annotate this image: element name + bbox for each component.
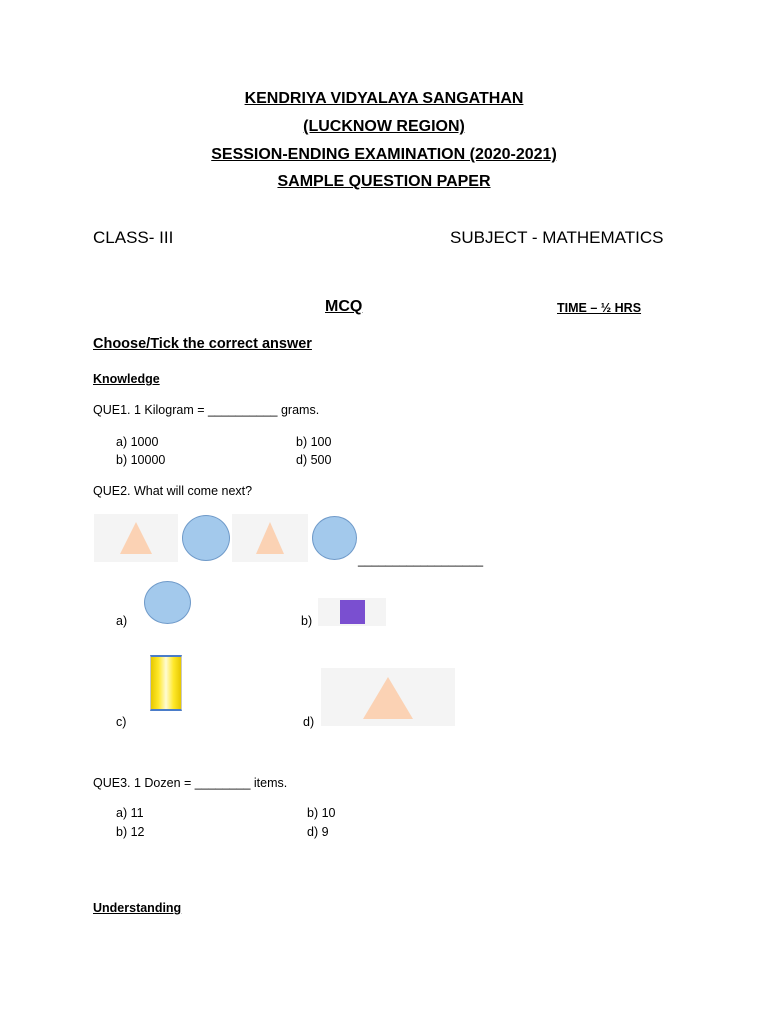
q1-option-a: a) 1000 [116, 435, 159, 449]
section-knowledge: Knowledge [93, 372, 160, 386]
option-d-triangle [321, 668, 455, 726]
class-label: CLASS- III [93, 228, 174, 247]
question-1: QUE1. 1 Kilogram = __________ grams. [93, 403, 320, 417]
question-2: QUE2. What will come next? [93, 484, 253, 498]
q2-option-b-label: b) [301, 614, 313, 628]
section-understanding: Understanding [93, 901, 182, 915]
title-line-1: KENDRIYA VIDYALAYA SANGATHAN [244, 90, 524, 107]
option-a-circle [144, 581, 191, 624]
q3-option-a: a) 11 [116, 806, 144, 820]
title-line-2: (LUCKNOW REGION) [303, 118, 465, 135]
pattern-triangle-1 [94, 514, 178, 562]
time-label: TIME – ½ HRS [557, 301, 642, 315]
pattern-circle-1 [182, 515, 230, 561]
q2-option-a-label: a) [116, 614, 128, 628]
q1-option-d: d) 500 [296, 453, 332, 467]
option-b-square [318, 598, 386, 626]
q2-option-c-label: c) [116, 715, 127, 729]
title-line-3: SESSION-ENDING EXAMINATION (2020-2021) [211, 146, 557, 163]
triangle-shape [120, 522, 152, 554]
pattern-triangle-2 [232, 514, 308, 562]
pattern-circle-2 [312, 516, 357, 560]
question-3: QUE3. 1 Dozen = ________ items. [93, 776, 288, 790]
title-line-4: SAMPLE QUESTION PAPER [277, 173, 491, 190]
q2-option-d-label: d) [303, 715, 315, 729]
answer-blank: __________________ [358, 553, 484, 567]
triangle-shape [363, 677, 413, 719]
section-mcq: MCQ [325, 298, 363, 315]
q3-option-c: b) 12 [116, 825, 145, 839]
q1-option-c: b) 10000 [116, 453, 166, 467]
triangle-shape [256, 522, 284, 554]
q3-option-b: b) 10 [307, 806, 336, 820]
instruction: Choose/Tick the correct answer [93, 336, 312, 352]
subject-label: SUBJECT - MATHEMATICS [450, 228, 664, 247]
q3-option-d: d) 9 [307, 825, 329, 839]
option-c-rectangle [150, 655, 182, 711]
purple-square [340, 600, 365, 624]
q1-option-b: b) 100 [296, 435, 332, 449]
